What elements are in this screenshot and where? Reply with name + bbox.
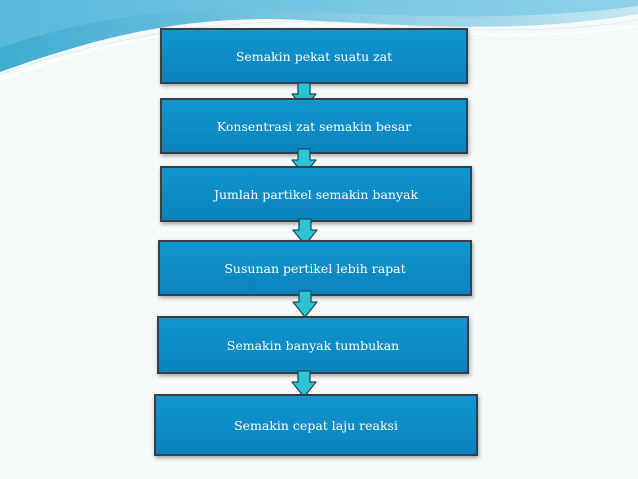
flow-step-5-label: Semakin banyak tumbukan [226, 337, 400, 353]
flow-step-6-label: Semakin cepat laju reaksi [234, 417, 398, 433]
flow-step-2 [160, 98, 468, 154]
flow-step-3-label: Jumlah partikel semakin banyak [213, 186, 419, 202]
flow-step-1 [160, 28, 468, 84]
flow-step-6 [154, 394, 478, 456]
arrow-down-icon [292, 290, 318, 318]
flow-step-4 [158, 240, 472, 296]
flow-step-4-label: Susunan pertikel lebih rapat [224, 260, 406, 276]
flow-step-1-label: Semakin pekat suatu zat [235, 48, 393, 64]
flow-step-3 [160, 166, 472, 222]
flow-step-2-label: Konsentrasi zat semakin besar [216, 118, 412, 134]
flow-step-5 [157, 316, 469, 374]
